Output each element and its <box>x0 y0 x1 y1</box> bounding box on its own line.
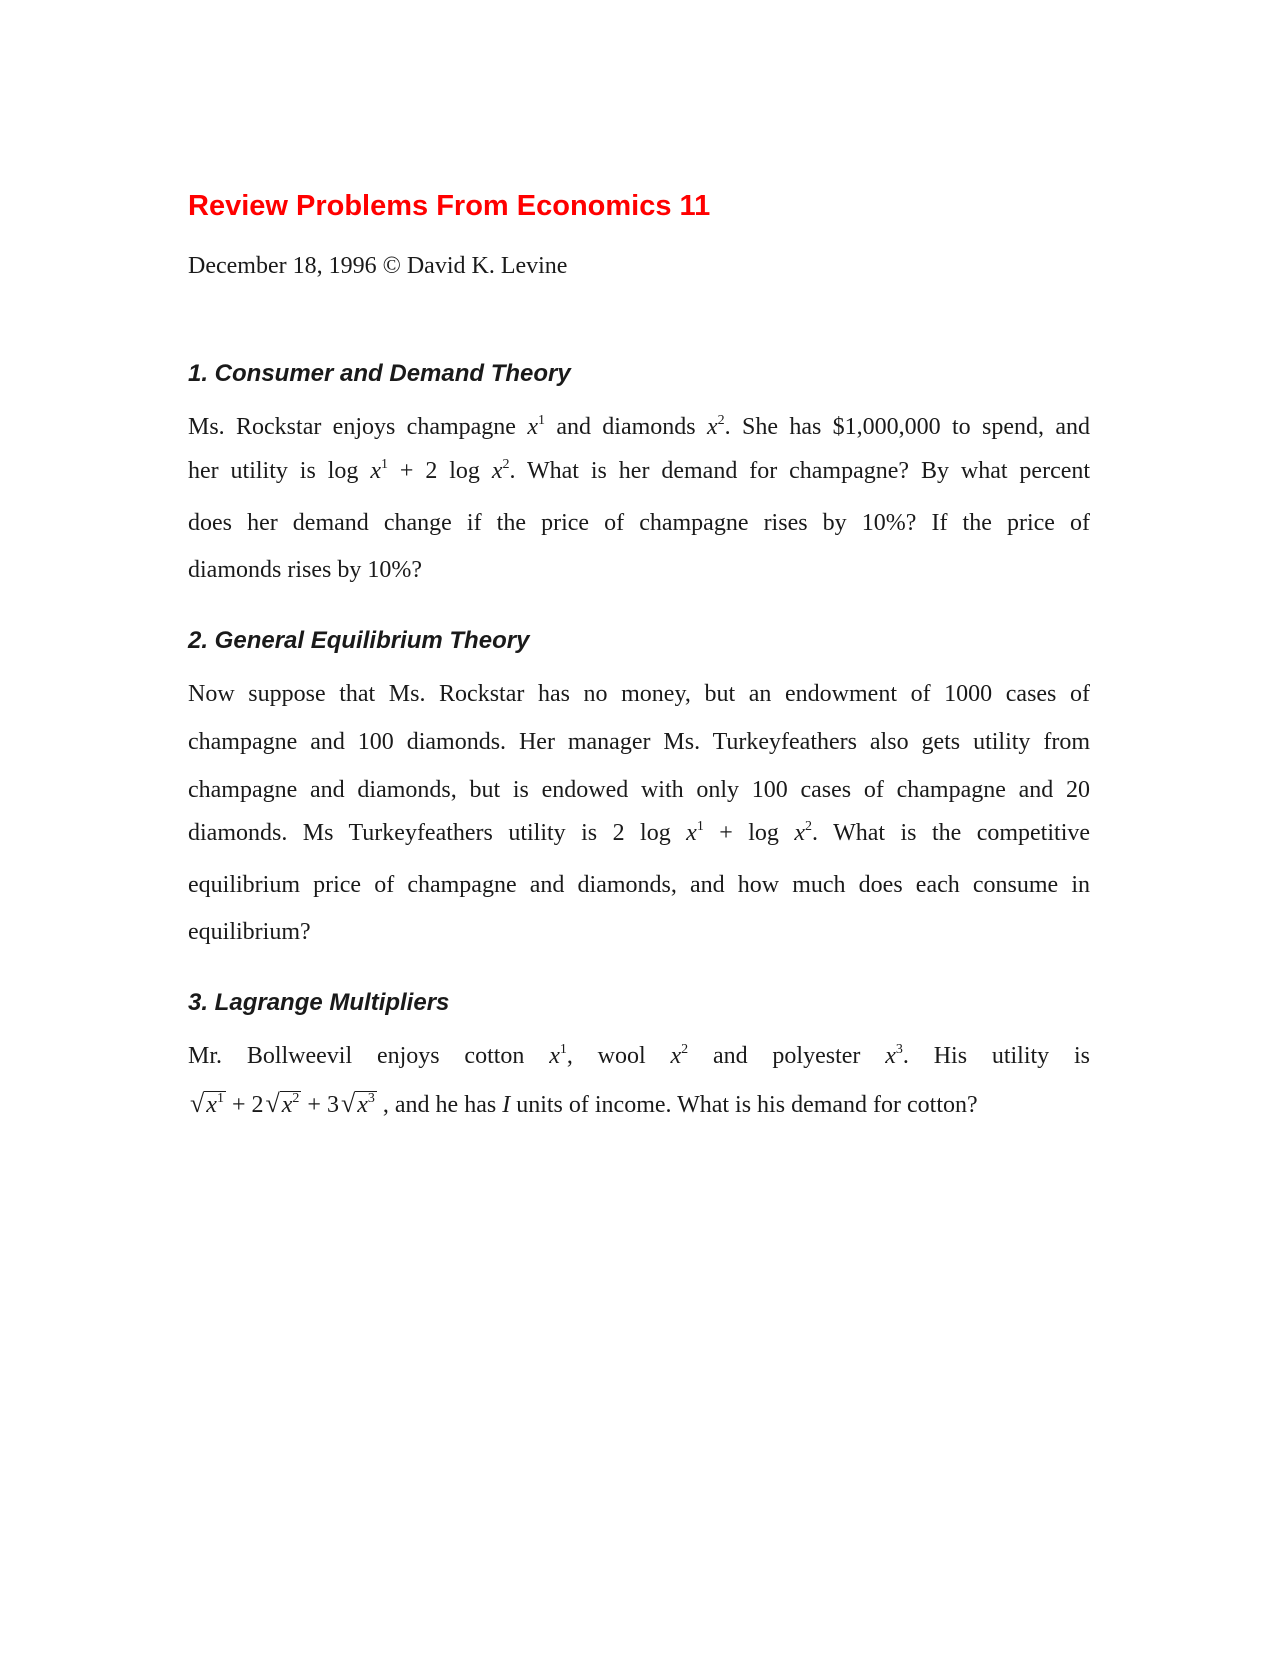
section-heading-general-equilibrium: 2. General Equilibrium Theory <box>188 627 530 654</box>
document-dateline: December 18, 1996 © David K. Levine <box>188 253 568 279</box>
math-x1: $x^1$ <box>549 1042 567 1069</box>
paragraph-line: equilibrium? <box>188 919 311 945</box>
paragraph-line: $√x^1 + 2√x^2 + 3√x^3$ , and he has I units of income. What is his demand for cotton? <box>190 1089 978 1118</box>
paragraph-line: does her demand change if the price of champagne rises by 10%? If the price of <box>188 510 1090 536</box>
paragraph-line: champagne and diamonds, but is endowed with only 100 cases of champagne and 20 <box>188 777 1090 803</box>
paragraph-line: diamonds rises by 10%? <box>188 557 422 583</box>
math-x1: $x^1$ <box>527 413 545 440</box>
paragraph-line: diamonds. Ms Turkeyfeathers utility is 2 $\log x^1 + \log x^2$. What is the competitive <box>188 819 1091 846</box>
math-x2: $x^2$ <box>706 413 725 440</box>
paragraph-line: equilibrium price of champagne and diamonds, and how much does each consume in <box>188 872 1090 898</box>
document-title: Review Problems From Economics 11 <box>188 190 711 222</box>
math-utility-bollweevil: $√x^1 + 2√x^2 + 3√x^3$ <box>190 1089 375 1118</box>
paragraph-line: champagne and 100 diamonds. Her manager Ms. Turkeyfeathers also gets utility from <box>188 729 1090 755</box>
paragraph-line: Mr. Bollweevil enjoys cotton $x^1$, wool $x^2$ and polyester $x^3$. His utility is <box>188 1042 1090 1069</box>
sqrt-symbol: $√x^1$ <box>190 1089 224 1118</box>
math-x2: $x^2$ <box>670 1042 689 1069</box>
math-utility-rockstar: $\log x^1 + 2$ $\log x^2$ <box>327 457 510 484</box>
sqrt-symbol: $√x^3$ <box>340 1089 375 1118</box>
paragraph-line: her utility is $\log x^1 + 2$ $\log x^2$. What is her demand for champagne? By what percent <box>188 457 1091 484</box>
math-utility-turkeyfeathers: 2 $\log x^1 + \log x^2$ <box>612 819 813 846</box>
sqrt-symbol: $√x^2$ <box>265 1089 300 1118</box>
section-heading-lagrange: 3. Lagrange Multipliers <box>188 989 450 1016</box>
paragraph-line: Ms. Rockstar enjoys champagne $x^1$ and diamonds $x^2$. She has $1,000,000 to spend, and <box>188 413 1091 440</box>
paragraph-line: Now suppose that Ms. Rockstar has no money, but an endowment of 1000 cases of <box>188 681 1090 707</box>
math-x3: $x^3$ <box>885 1042 903 1069</box>
section-heading-consumer-demand: 1. Consumer and Demand Theory <box>188 360 571 387</box>
income-variable: I <box>502 1092 511 1118</box>
